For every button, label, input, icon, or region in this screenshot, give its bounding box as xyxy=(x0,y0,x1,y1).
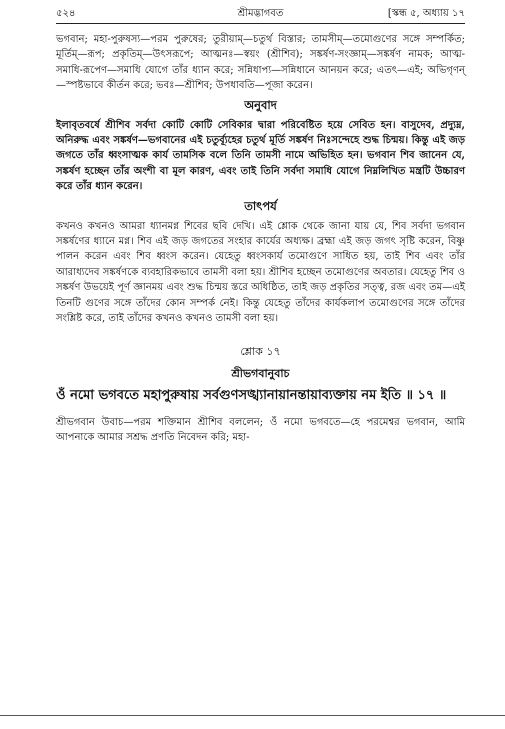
page-bottom-edge xyxy=(0,715,505,716)
page-number: ৫২৪ xyxy=(56,8,76,19)
purport-paragraph: কখনও কখনও আমরা ধ্যানমগ্ন শিবের ছবি দেখি। এই শ্লোক থেকে জানা যায় যে, শিব সর্বদা ভগবান সঙ্কর্ষণের ধ্যানে মগ্ন। শিব এই জড় জগতের সংহার কার্যের অধ্যক্ষ। ব্রহ্মা এই জড় জগৎ সৃষ্টি করেন, বিষ্ণু পালন করেন এবং শিব ধ্বংস করেন। যেহেতু ধ্বংসকার্য তমোগুণে সাধিত হয়, তাই শিব এবং তাঁর আরাধ্যদেব সঙ্কর্ষণকে ব্যবহারিকভাবে তামসী বলা হয়। শ্রীশিব হচ্ছেন তমোগুণের অবতার। যেহেতু শিব ও সঙ্কর্ষণ উভয়েই পূর্ণ জ্ঞানময় এবং শুদ্ধ চিন্ময় স্তরে অধিষ্ঠিত, তাই জড় প্রকৃতির সত্ত্ব, রজ এবং তম—এই তিনটি গুণের সঙ্গে তাঁদের কোন সম্পর্ক নেই। কিন্তু যেহেতু তাঁদের কার্যকলাপ তমোগুণের সঙ্গে তাঁদের সংশ্লিষ্ট করে, তাই তাঁদের কখনও কখনও তামসী বলা হয়। xyxy=(56,220,465,325)
purport-heading: তাৎপর্য xyxy=(244,198,277,213)
verse-speaker: শ্রীভগবানুবাচ xyxy=(231,366,290,380)
page-header xyxy=(56,6,465,22)
chapter-reference: [স্কন্ধ ৫, অধ্যায় ১৭ xyxy=(387,8,465,19)
book-title: শ্রীমদ্ভাগবত xyxy=(237,8,284,19)
translation-heading: অনুবাদ xyxy=(244,97,277,112)
page-body xyxy=(56,32,465,445)
verse-mantra: ওঁ নমো ভগবতে মহাপুরুষায় সর্বগুণসঙ্খ্যানায়ানন্তায়াব্যক্তায় নম ইতি ॥ ১৭ ॥ xyxy=(56,387,447,403)
synonyms-paragraph: ভগবান; মহা-পুরুষস্য—পরম পুরুষের; তুরীয়াম্—চতুর্থ বিস্তার; তামসীম্—তমোগুণের সঙ্গে সম্পর্কিত; মূর্তিম্—রূপ; প্রকৃতিম্—উৎসরূপে; আত্মনঃ—স্বয়ং (শ্রীশিব); সঙ্কর্ষণ-সংজ্ঞাম্—সঙ্কর্ষণ নামক; আত্ম-সমাধি-রূপেণ—সমাধি যোগে তাঁর ধ্যান করে; সন্নিধাপ্য—সন্নিধানে আনয়ন করে; এতৎ—এই; অভিগৃণন্—স্পষ্টভাবে কীর্তন করে; ভবঃ—শ্রীশিব; উপধাবতি—পূজা করেন। xyxy=(56,34,465,92)
header-rule xyxy=(56,23,465,24)
translation-paragraph: ইলাবৃতবর্ষে শ্রীশিব সর্বদা কোটি কোটি সেবিকার দ্বারা পরিবেষ্টিত হয়ে সেবিত হন। বাসুদেব, প্রদ্যুম্ন, অনিরুদ্ধ এবং সঙ্কর্ষণ—ভগবানের এই চতুর্ব্যূহের চতুর্থ মূর্তি সঙ্কর্ষণ নিঃসন্দেহে শুদ্ধ চিন্ময়। কিন্তু এই জড় জগতে তাঁর ধ্বংসাত্মক কার্য তামসিক বলে তিনি তামসী নামে অভিহিত হন। ভগবান শিব জানেন যে, সঙ্কর্ষণ হচ্ছেন তাঁর অংশী বা মূল কারণ, এবং তাই তিনি সর্বদা সমাধি যোগে নিম্নলিখিত মন্ত্রটি উচ্চারণ করে তাঁর ধ্যান করেন। xyxy=(56,119,465,193)
next-synonyms-paragraph: শ্রীভগবান উবাচ—পরম শক্তিমান শ্রীশিব বললেন; ওঁ নমো ভগবতে—হে পরমেশ্বর ভগবান, আমি আপনাকে আমার সশ্রদ্ধ প্রণতি নিবেদন করি; মহা- xyxy=(56,416,465,443)
verse-number: শ্লোক ১৭ xyxy=(240,344,281,358)
